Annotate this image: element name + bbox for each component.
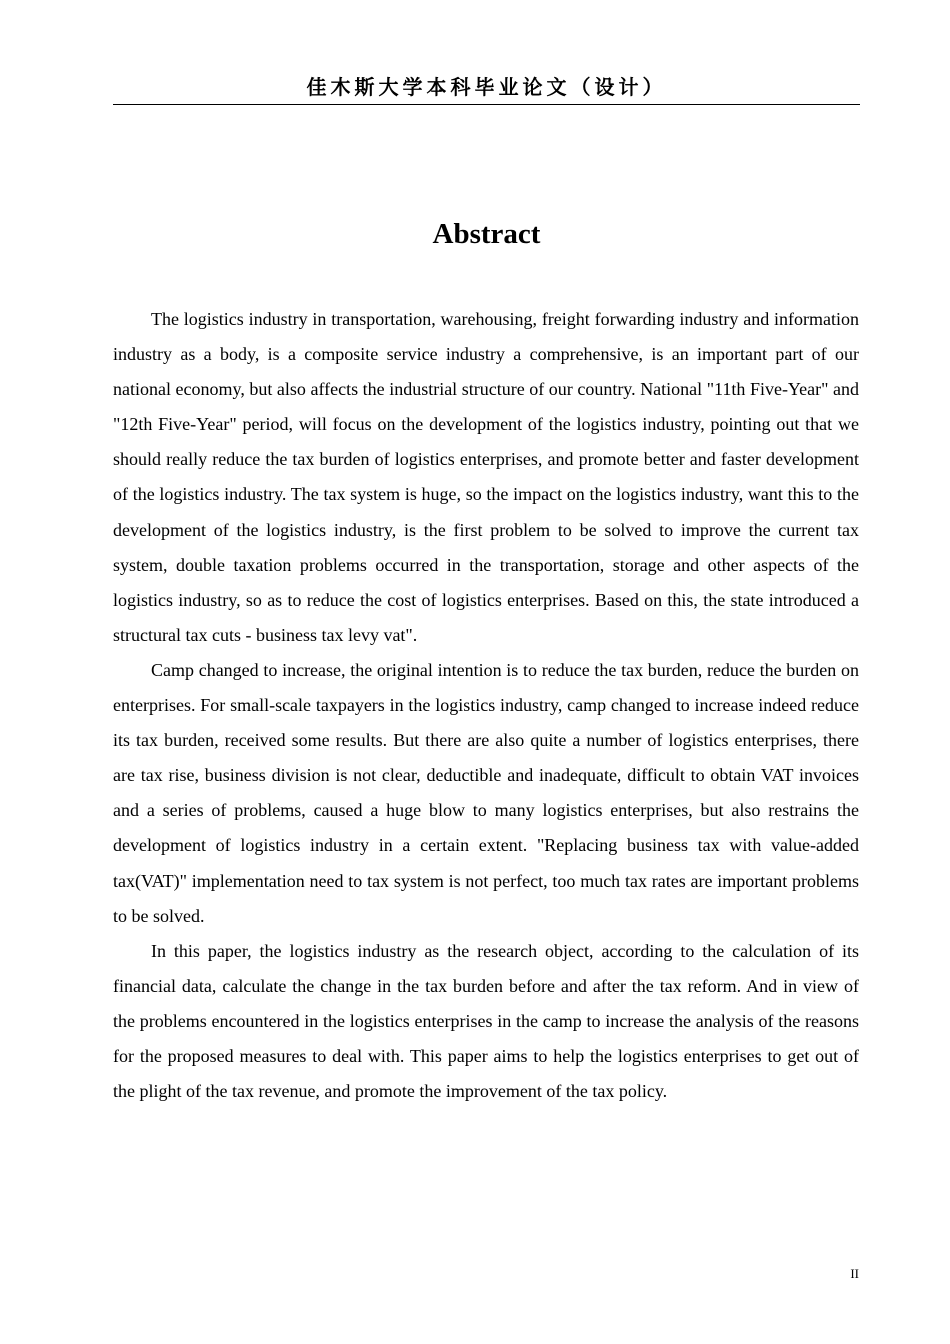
abstract-title: Abstract xyxy=(432,218,541,250)
page-number: II xyxy=(850,1266,859,1281)
abstract-body xyxy=(113,302,859,1109)
running-header xyxy=(113,70,860,105)
abstract-paragraph-3: In this paper, the logistics industry as the research object, according to the calculation of its financial data, calculate the change in the tax burden before and after the tax reform. And in view of the problems encountered in the logistics enterprises in the camp to increase the analysis of the reasons for the proposed measures to deal with. This paper aims to help the logistics enterprises to get out of the plight of the tax revenue, and promote the improvement of the tax policy. xyxy=(113,940,859,1102)
running-header-title: 佳木斯大学本科毕业论文（设计） xyxy=(306,75,667,99)
abstract-paragraph-1: The logistics industry in transportation, warehousing, freight forwarding industry and information industry as a body, is a composite service industry a comprehensive, is an important part of our national economy, but also affects the industrial structure of our country. National "11th Five-Year" and "12th Five-Year" period, will focus on the development of the logistics industry, pointing out that we should really reduce the tax burden of logistics enterprises, and promote better and faster development of the logistics industry. The tax system is huge, so the impact on the logistics industry, want this to the development of the logistics industry, is the first problem to be solved to improve the current tax system, double taxation problems occurred in the transportation, storage and other aspects of the logistics industry, so as to reduce the cost of logistics enterprises. Based on this, the state introduced a structural tax cuts - business tax levy vat". xyxy=(113,309,859,645)
abstract-paragraph-2: Camp changed to increase, the original intention is to reduce the tax burden, reduce the burden on enterprises. For small-scale taxpayers in the logistics industry, camp changed to increase indeed reduce its tax burden, received some results. But there are also quite a number of logistics enterprises, there are tax rise, business division is not clear, deductible and inadequate, difficult to obtain VAT invoices and a series of problems, caused a huge blow to many logistics enterprises, but also restrains the development of logistics industry in a certain extent. "Replacing business tax with value-added tax(VAT)" implementation need to tax system is not perfect, too much tax rates are important problems to be solved. xyxy=(113,659,859,926)
